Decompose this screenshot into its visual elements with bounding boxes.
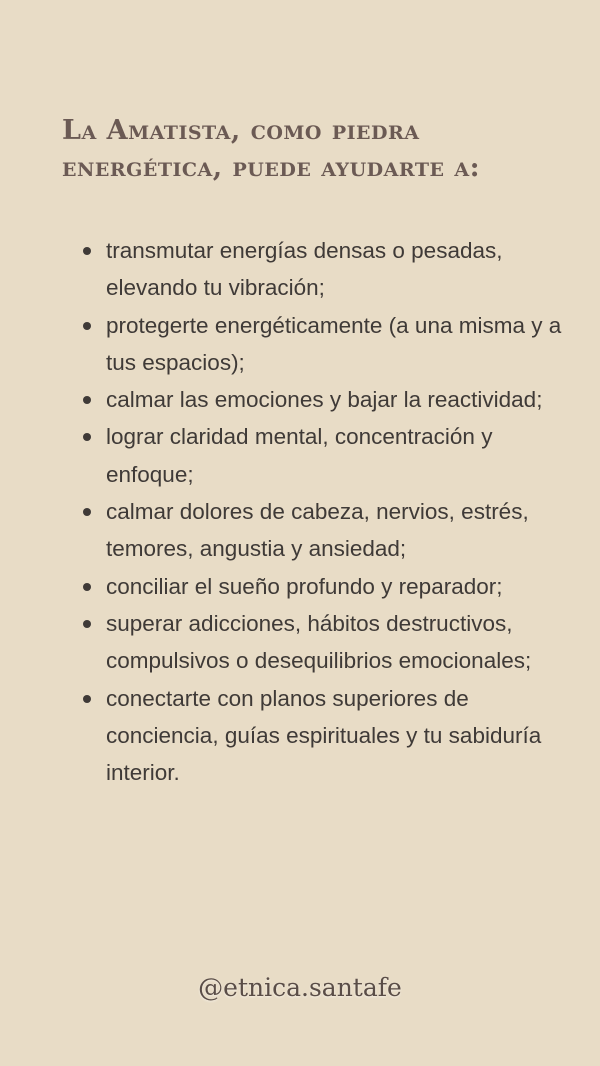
- list-item: [83, 381, 563, 418]
- social-handle: @etnica.santafe: [198, 973, 402, 1002]
- list-item-text: conectarte con planos superiores de conciencia, guías espirituales y tu sabiduría interior.: [106, 685, 542, 786]
- list-item-text: lograr claridad mental, concentración y enfoque;: [106, 424, 493, 487]
- list-item-text: calmar dolores de cabeza, nervios, estrés, temores, angustia y ansiedad;: [106, 499, 529, 562]
- page-title: La Amatista, como piedra energética, puede ayudarte a:: [62, 115, 481, 183]
- list-item: [83, 493, 563, 568]
- bullet-icon: [83, 695, 91, 703]
- bullet-icon: [83, 247, 91, 255]
- bullet-icon: [83, 583, 91, 591]
- list-item: [83, 680, 563, 792]
- list-item-text: transmutar energías densas o pesadas, elevando tu vibración;: [106, 238, 503, 301]
- list-item: [83, 568, 563, 605]
- bullet-icon: [83, 322, 91, 330]
- benefits-list: [83, 232, 563, 791]
- list-item-text: superar adicciones, hábitos destructivos, compulsivos o desequilibrios emocionales;: [106, 610, 532, 674]
- list-item-text: calmar las emociones y bajar la reactividad;: [106, 387, 543, 413]
- list-item: [83, 307, 563, 382]
- bullet-icon: [83, 396, 91, 404]
- bullet-icon: [83, 433, 91, 441]
- list-item: [83, 605, 563, 680]
- bullet-icon: [83, 508, 91, 516]
- bullet-icon: [83, 620, 91, 628]
- list-item-text: protegerte energéticamente (a una misma y a tus espacios);: [106, 312, 562, 375]
- list-item-text: conciliar el sueño profundo y reparador;: [106, 573, 503, 599]
- list-item: [83, 418, 563, 493]
- list-item: [83, 232, 563, 307]
